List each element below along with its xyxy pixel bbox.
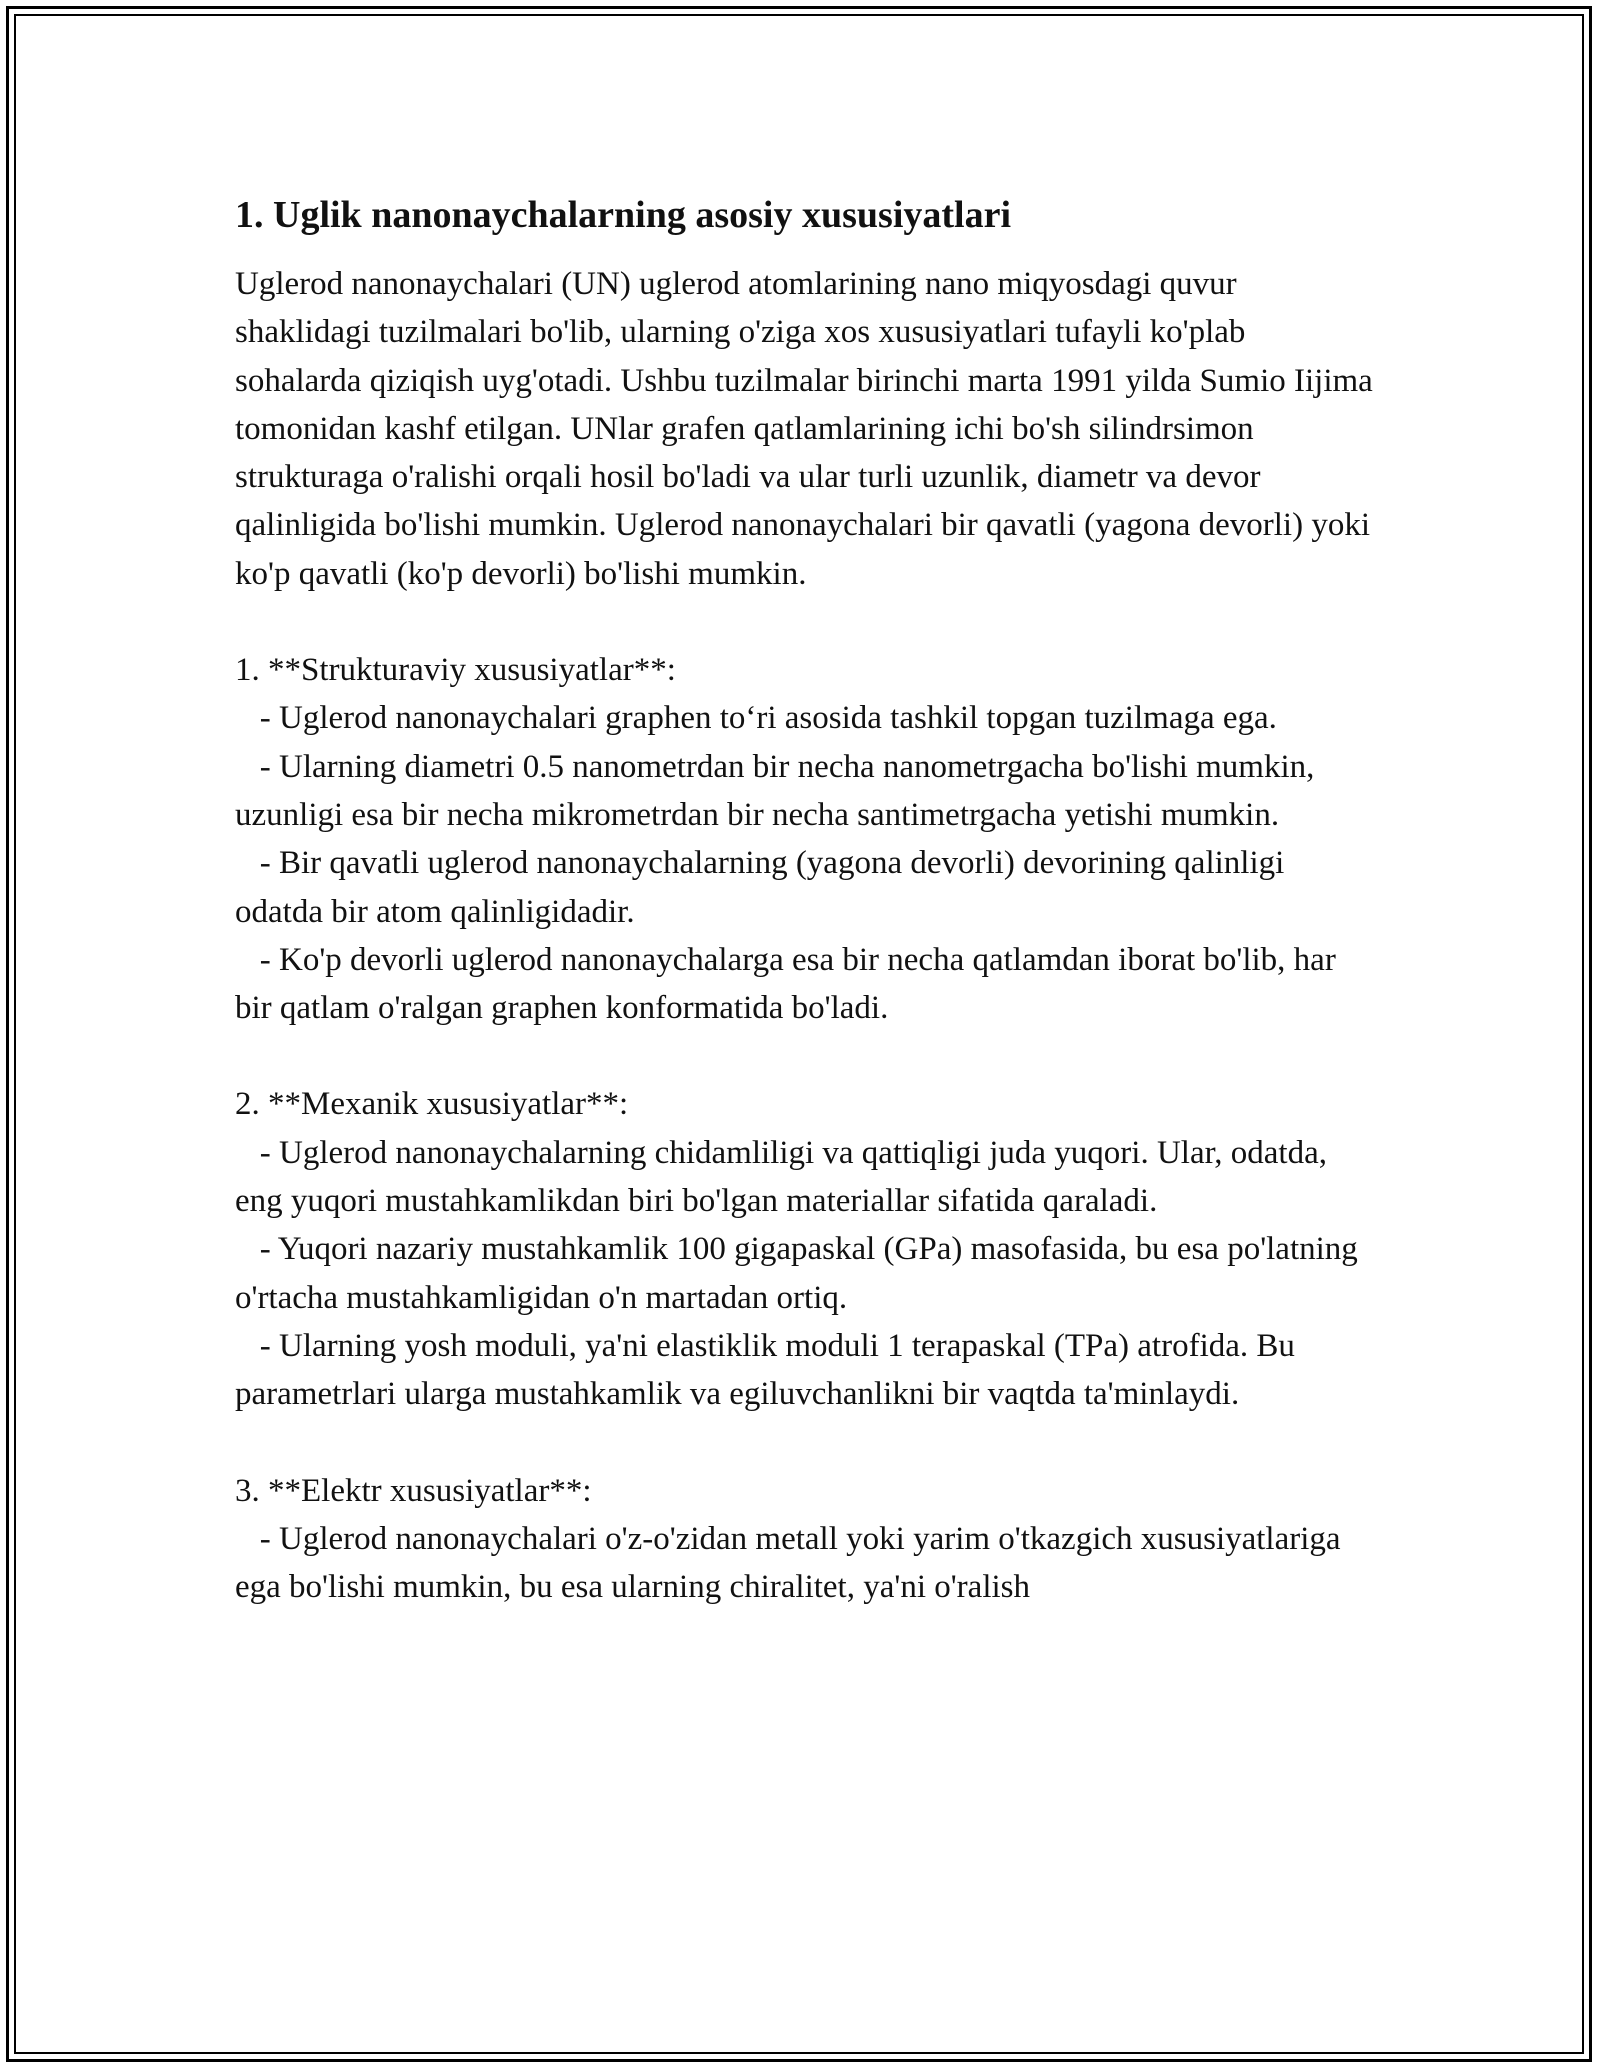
document-heading: 1. Uglik nanonaychalarning asosiy xususiyatlari [235, 194, 1012, 236]
spacer [235, 1419, 1375, 1467]
spacer [235, 598, 1375, 646]
section-mechanical-item: - Ularning yosh moduli, ya'ni elastiklik moduli 1 terapaskal (TPa) atrofida. Bu parametrlari ularga mustahkamlik va egiluvchanlikni bir vaqtda ta'minlaydi. [235, 1327, 1304, 1413]
section-mechanical-item: - Uglerod nanonaychalarning chidamliligi va qattiqligi juda yuqori. Ular, odatda, eng yuqori mustahkamlikdan biri bo'lgan materiallar sifatida qaraladi. [235, 1134, 1336, 1220]
section-structural-item: - Uglerod nanonaychalari graphen to‘ri asosida tashkil topgan tuzilmaga ega. [235, 700, 1277, 737]
section-electrical-item: - Uglerod nanonaychalari o'z-o'zidan metall yoki yarim o'tkazgich xususiyatlariga ega bo'lishi mumkin, bu esa ularning chiralitet, ya'ni o'ralish [235, 1520, 1349, 1606]
section-electrical-title: 3. **Elektr xususiyatlar**: [235, 1472, 592, 1509]
section-structural-title: 1. **Strukturaviy xususiyatlar**: [235, 652, 676, 689]
section-mechanical-title: 2. **Mexanik xususiyatlar**: [235, 1086, 629, 1123]
section-structural-item: - Ko'p devorli uglerod nanonaychalarga esa bir necha qatlamdan iborat bo'lib, har bir qatlam o'ralgan graphen konformatida bo'ladi. [235, 941, 1345, 1027]
section-structural-item: - Ularning diametri 0.5 nanometrdan bir necha nanometrgacha bo'lishi mumkin, uzunligi esa bir necha mikrometrdan bir necha santimetrgacha yetishi mumkin. [235, 748, 1323, 833]
section-structural-item: - Bir qavatli uglerod nanonaychalarning (yagona devorli) devorining qalinligi odatda bir atom qalinligidadir. [235, 845, 1293, 930]
spacer [235, 1032, 1375, 1080]
document-body [235, 188, 1382, 1611]
intro-paragraph: Uglerod nanonaychalari (UN) uglerod atomlarining nano miqyosdagi quvur shaklidagi tuzilmalari bo'lib, ularning o'ziga xos xususiyatlari tufayli ko'plab sohalarda qiziqish uyg'otadi. Ushbu tuzilmalar birinchi marta 1991 yilda Sumio Iijima tomonidan kashf etilgan. UNlar grafen qatlamlarining ichi bo'sh silindrsimon strukturaga o'ralishi orqali hosil bo'ladi va ular turli uzunlik, diametr va devor qalinligida bo'lishi mumkin. Uglerod nanonaychalari bir qavatli (yagona devorli) yoki ko'p qavatli (ko'p devorli) bo'lishi mumkin. [235, 266, 1382, 592]
section-mechanical-item: - Yuqori nazariy mustahkamlik 100 gigapaskal (GPa) masofasida, bu esa po'latning o'rtacha mustahkamligidan o'n martadan ortiq. [235, 1231, 1367, 1316]
